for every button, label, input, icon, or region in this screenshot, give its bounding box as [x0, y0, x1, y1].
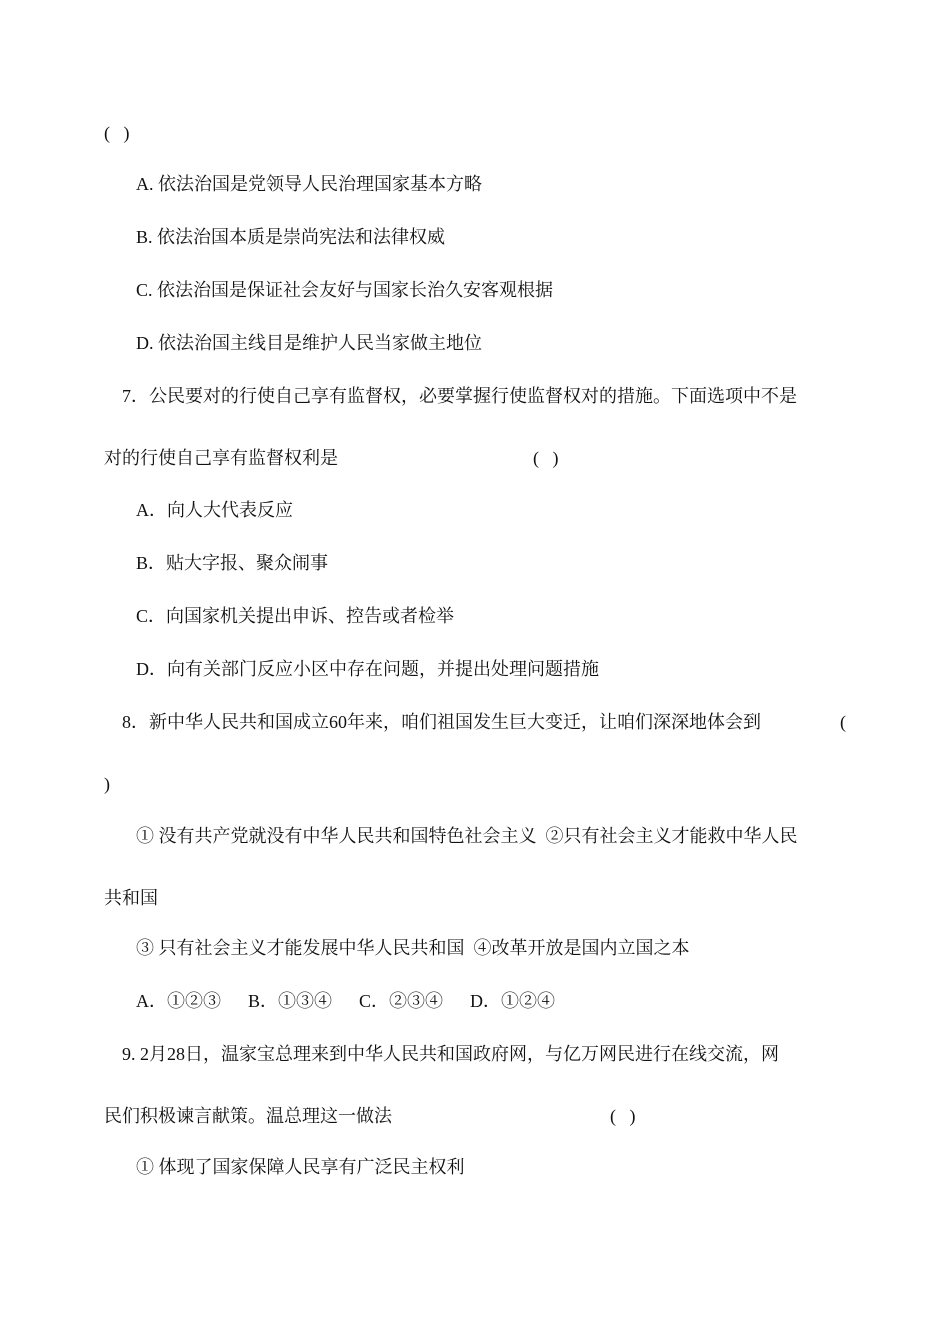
q7-answer-bracket: ( ): [533, 448, 559, 468]
q8-choices: A．①②③ B．①③④ C．②③④ D．①②④: [136, 991, 556, 1011]
q8-stem-line1: 8．新中华人民共和国成立60年来，咱们祖国发生巨大变迁，让咱们深深地体会到: [122, 712, 761, 732]
q7-option-d: D．向有关部门反应小区中存在问题，并提出处理问题措施: [136, 659, 599, 679]
q7-stem-line1: 7．公民要对的行使自己享有监督权，必要掌握行使监督权对的措施。下面选项中不是: [122, 386, 797, 406]
q6-option-d: D. 依法治国主线目是维护人民当家做主地位: [136, 333, 482, 353]
q8-bracket-close: ): [104, 774, 110, 794]
q6-answer-bracket: ( ): [104, 123, 130, 143]
q6-option-a: A. 依法治国是党领导人民治理国家基本方略: [136, 174, 482, 194]
q8-bracket-open: (: [840, 712, 846, 732]
q7-option-a: A．向人大代表反应: [136, 500, 293, 520]
q8-statement-line1: ① 没有共产党就没有中华人民共和国特色社会主义 ②只有社会主义才能救中华人民: [136, 826, 798, 846]
q9-stem-line1: 9. 2月28日，温家宝总理来到中华人民共和国政府网，与亿万网民进行在线交流，网: [122, 1044, 779, 1064]
q7-stem-line2: 对的行使自己享有监督权利是: [104, 448, 338, 468]
q8-statement-line1-cont: 共和国: [104, 888, 158, 908]
q9-statement-1: ① 体现了国家保障人民享有广泛民主权利: [136, 1157, 465, 1177]
q6-option-b: B. 依法治国本质是崇尚宪法和法律权威: [136, 227, 446, 247]
q7-option-c: C．向国家机关提出申诉、控告或者检举: [136, 606, 455, 626]
q9-stem-line2: 民们积极谏言献策。温总理这一做法: [104, 1106, 392, 1126]
q6-option-c: C. 依法治国是保证社会友好与国家长治久安客观根据: [136, 280, 554, 300]
q7-option-b: B．贴大字报、聚众闹事: [136, 553, 329, 573]
q8-statement-line2: ③ 只有社会主义才能发展中华人民共和国 ④改革开放是国内立国之本: [136, 938, 690, 958]
q9-answer-bracket: ( ): [610, 1106, 636, 1126]
